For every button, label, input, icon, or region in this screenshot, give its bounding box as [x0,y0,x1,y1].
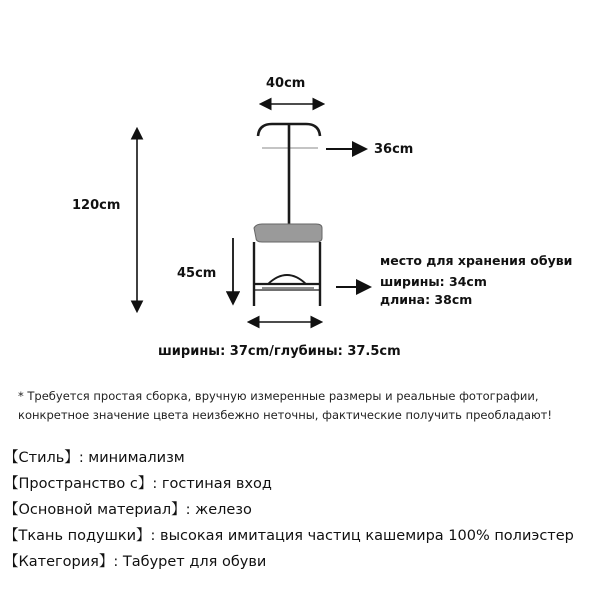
seat-height-label: 45cm [177,266,217,281]
spec-space [4,472,272,493]
note-line-2: конкретное значение цвета неизбежно неточны, фактические получить преобладают! [18,408,552,422]
shelf-arch [268,275,306,284]
spec-key: 【Основной материал】 [4,502,186,518]
spec-fabric [4,524,574,545]
spec-value: : Табурет для обуви [113,554,267,570]
spec-style [4,446,185,467]
width-top-label: 40cm [266,76,306,91]
spec-key: 【Пространство с】 [4,476,153,492]
spec-category [4,550,266,571]
note-line-1: * Требуется простая сборка, вручную измеренные размеры и реальные фотографии, [18,389,539,403]
spec-material [4,498,252,519]
storage-length-label: длина: 38cm [380,292,473,307]
storage-width-label: ширины: 34cm [380,274,487,289]
base-dimensions-label: ширины: 37cm/глубины: 37.5cm [158,344,401,359]
spec-value: : высокая имитация частиц кашемира 100% полиэстер [150,528,574,544]
seat-cushion [254,224,322,242]
spec-value: : гостиная вход [152,476,272,492]
spec-value: : минимализм [78,450,185,466]
spec-key: 【Стиль】 [4,450,79,466]
total-height-label: 120cm [72,198,121,213]
spec-key: 【Категория】 [4,554,114,570]
spec-key: 【Ткань подушки】 [4,528,151,544]
storage-label: место для хранения обуви [380,253,573,268]
hanger-depth-label: 36cm [374,142,414,157]
spec-value: : железо [185,502,252,518]
